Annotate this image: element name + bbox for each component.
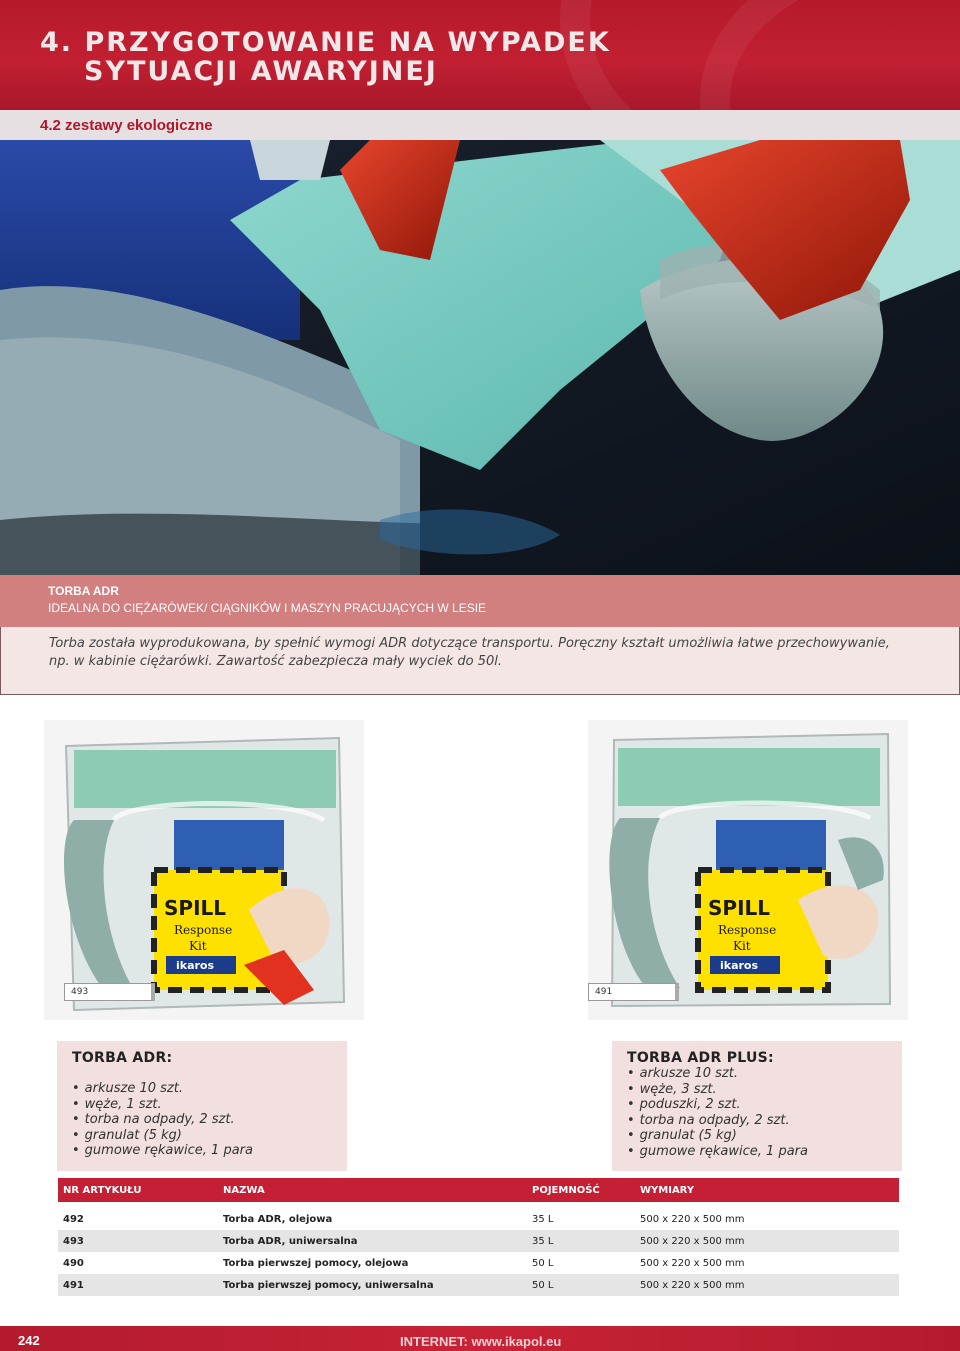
hero-photo — [0, 140, 960, 575]
table-row — [58, 1208, 899, 1230]
table-cell: Torba ADR, uniwersalna — [218, 1230, 527, 1252]
table-cell: Torba pierwszej pomocy, uniwersalna — [218, 1274, 527, 1296]
page-number: 242 — [18, 1333, 40, 1348]
section-label: 4.2 zestawy ekologiczne — [40, 117, 213, 134]
column-header: POJEMNOŚĆ — [527, 1178, 635, 1202]
intro-text: Torba została wyprodukowana, by spełnić wymogi ADR dotyczące transportu. Poręczny kształt umożliwia łatwe przechowywanie, np. w kabinie ciężarówki. Zawartość zabezpiecza mały wyciek do 50l. — [49, 636, 890, 669]
column-header: NR ARTYKUŁU — [58, 1178, 218, 1202]
spec-title: TORBA ADR: — [72, 1050, 173, 1066]
spec-item: • poduszki, 2 szt. — [627, 1097, 808, 1113]
product-image-493 — [44, 720, 364, 1020]
spec-item: • granulat (5 kg) — [72, 1128, 253, 1144]
table-cell: 35 L — [527, 1230, 635, 1252]
column-header: NAZWA — [218, 1178, 527, 1202]
table-cell: 50 L — [532, 1257, 554, 1269]
product-table — [58, 1178, 899, 1296]
page-footer — [0, 1326, 960, 1351]
table-row — [58, 1230, 899, 1252]
kit-label-kit: Kit — [189, 939, 207, 953]
table-row — [58, 1274, 899, 1296]
spec-list — [627, 1066, 808, 1160]
product-image-491 — [588, 720, 908, 1020]
chapter-title-line2: SYTUACJI AWARYJNEJ — [84, 56, 438, 87]
spec-item: • węże, 1 szt. — [72, 1097, 253, 1113]
kit-label-spill: SPILL — [708, 896, 770, 920]
intro-header — [0, 575, 960, 627]
intro-subheading: IDEALNA DO CIĘŻARÓWEK/ CIĄGNIKÓW I MASZYN PRACUJĄCYCH W LESIE — [48, 601, 487, 615]
kit-label-spill: SPILL — [164, 896, 226, 920]
table-cell: 500 x 220 x 500 mm — [640, 1257, 745, 1269]
product-code-tag: 491 — [588, 983, 679, 1001]
table-cell: Torba ADR, olejowa — [223, 1213, 333, 1225]
page-header — [0, 0, 960, 110]
table-cell: Torba pierwszej pomocy, olejowa — [223, 1257, 409, 1269]
table-cell: 490 — [63, 1257, 84, 1269]
spec-item: • arkusze 10 szt. — [72, 1081, 253, 1097]
spec-item: • węże, 3 szt. — [627, 1082, 808, 1098]
kit-brand: ikaros — [720, 959, 759, 972]
intro-heading: TORBA ADR — [48, 584, 119, 598]
table-cell: 500 x 220 x 500 mm — [640, 1213, 745, 1225]
footer-website-link[interactable]: INTERNET: www.ikapol.eu — [400, 1334, 562, 1349]
section-bar — [0, 110, 960, 140]
spec-title: TORBA ADR PLUS: — [627, 1050, 774, 1066]
header-decoration — [700, 0, 960, 110]
kit-brand: ikaros — [176, 959, 215, 972]
spec-list — [72, 1081, 253, 1159]
chapter-title — [40, 28, 611, 86]
spec-item: • arkusze 10 szt. — [627, 1066, 808, 1082]
table-cell: 500 x 220 x 500 mm — [635, 1274, 899, 1296]
kit-label-kit: Kit — [733, 939, 751, 953]
kit-label-response: Response — [718, 923, 777, 937]
spec-box-torba-adr — [57, 1041, 347, 1171]
spec-item: • gumowe rękawice, 1 para — [627, 1144, 808, 1160]
table-cell: 35 L — [532, 1213, 554, 1225]
table-cell: 491 — [58, 1274, 218, 1296]
column-header: WYMIARY — [635, 1178, 899, 1202]
spec-item: • torba na odpady, 2 szt. — [72, 1112, 253, 1128]
kit-label-response: Response — [174, 923, 233, 937]
table-cell: 500 x 220 x 500 mm — [635, 1230, 899, 1252]
intro-body — [0, 627, 960, 695]
spec-item: • torba na odpady, 2 szt. — [627, 1113, 808, 1129]
table-header-row — [58, 1178, 899, 1202]
table-row — [58, 1252, 899, 1274]
spec-item: • granulat (5 kg) — [627, 1128, 808, 1144]
table-cell: 492 — [63, 1213, 84, 1225]
spec-box-torba-adr-plus — [612, 1041, 902, 1171]
chapter-title-line1: 4. PRZYGOTOWANIE NA WYPADEK — [40, 27, 611, 58]
product-code-tag: 493 — [64, 983, 155, 1001]
table-cell: 50 L — [527, 1274, 635, 1296]
spec-item: • gumowe rękawice, 1 para — [72, 1143, 253, 1159]
table-cell: 493 — [58, 1230, 218, 1252]
